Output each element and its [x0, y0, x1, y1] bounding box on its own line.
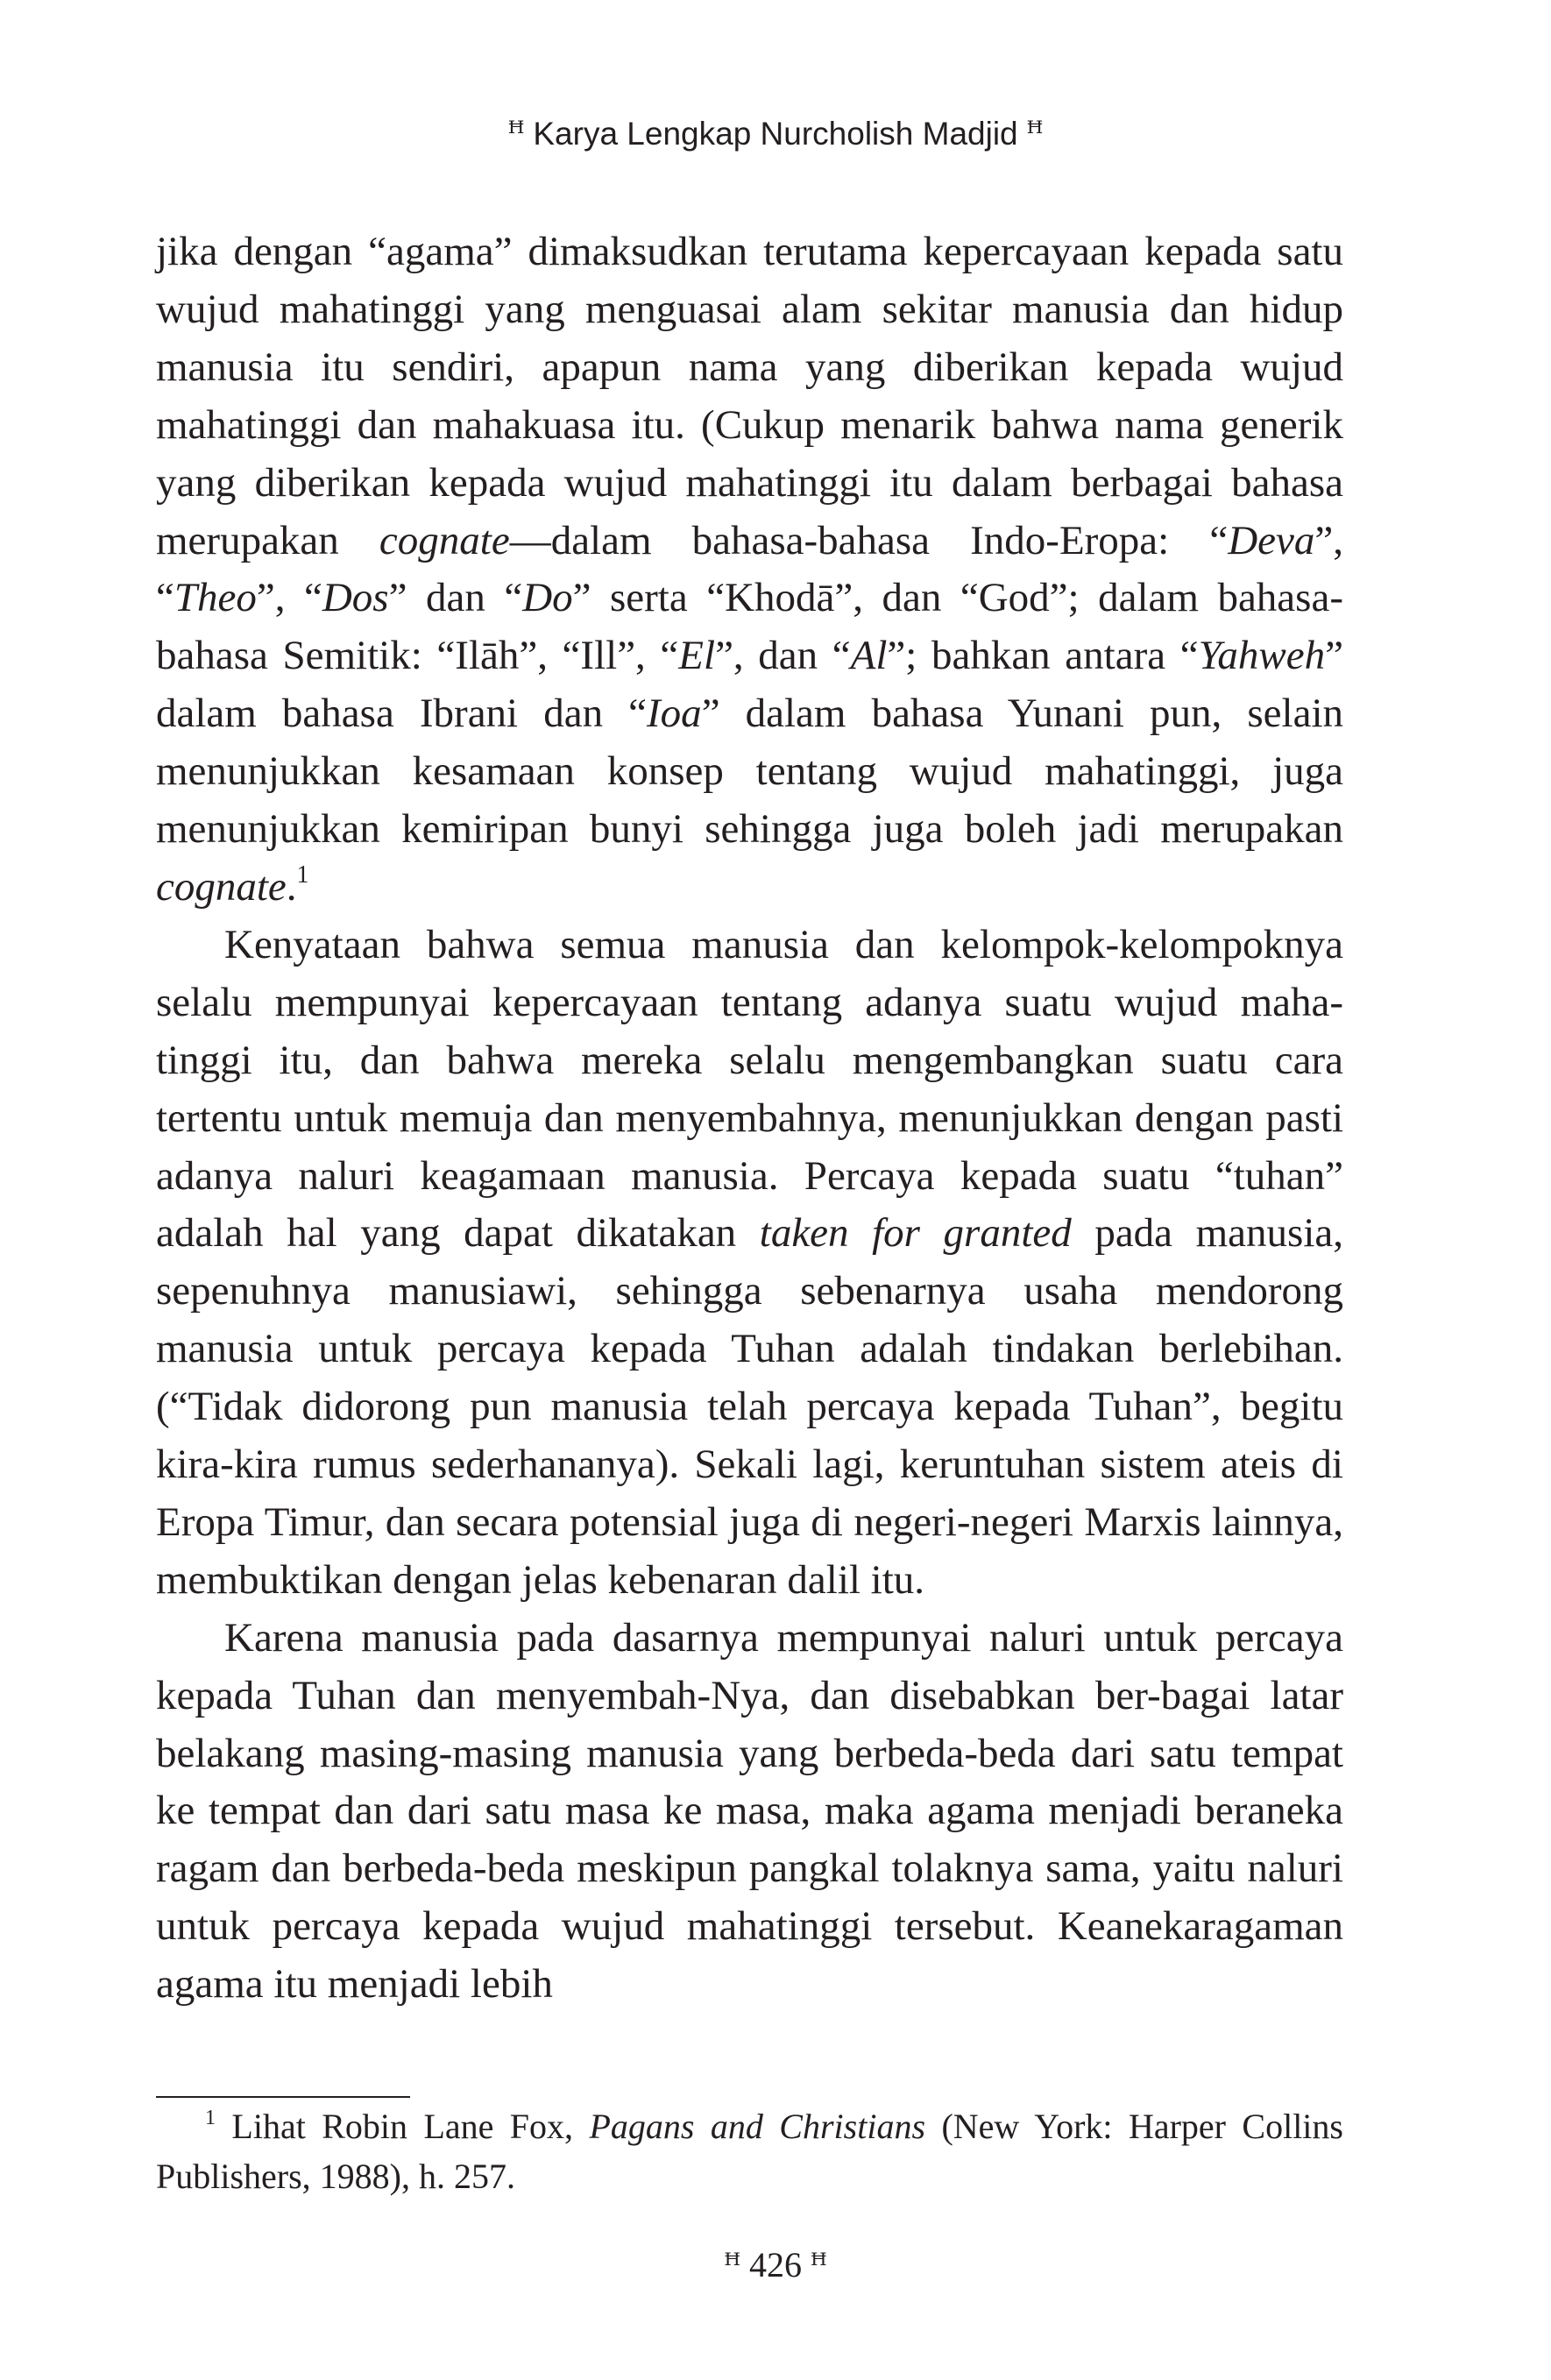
text-run: ”, “ — [156, 517, 1343, 621]
text-run: ” serta “Khodā”, dan “God”; dalam bahasa-bahasa Semitik: “Ilāh”, “Ill”, “ — [156, 575, 1343, 679]
paragraph — [156, 1610, 1343, 2014]
text-run: ”, dan “ — [715, 633, 851, 679]
text-run: ” dalam bahasa Yunani pun, selain menunjukkan kesamaan konsep tentang wujud mahatinggi, juga menunjukkan kemiripan bunyi sehingga juga boleh jadi merupakan — [156, 691, 1344, 853]
italic-term: Al — [850, 633, 888, 679]
text-run: pada manusia, sepenuhnya manusiawi, sehingga sebenarnya usaha mendorong manusia untuk percaya kepada Tuhan adalah tindakan berlebihan. (“Tidak didorong pun manusia telah percaya kepada Tuhan”, begitu kira-kira rumus sederhananya). Sekali lagi, keruntuhan sistem ateis di Eropa Timur, dan secara potensial juga di negeri-negeri Marxis lainnya, membuktikan dengan jelas kebenaran dalil itu. — [156, 1210, 1343, 1603]
page-footer — [0, 2239, 1551, 2291]
text-run: —dalam bahasa-bahasa Indo-Eropa: “ — [509, 517, 1229, 563]
text-run: . — [286, 863, 297, 910]
running-header — [0, 107, 1551, 160]
text-run: Karena manusia pada dasarnya mempunyai naluri untuk percaya kepada Tuhan dan menyembah-Nya, dan disebabkan ber-bagai latar belakang masing-masing manusia yang berbeda-beda dari satu tempat ke tempat dan dari satu masa ke masa, maka agama menjadi beraneka ragam dan berbeda-beda meskipun pangkal tolaknya sama, yaitu naluri untuk percaya kepada wujud mahatinggi tersebut. Keanekaragaman agama itu menjadi lebih — [156, 1614, 1343, 2008]
paragraph — [156, 917, 1343, 1610]
italic-term: El — [678, 633, 716, 679]
text-run: ” dan “ — [388, 575, 523, 621]
running-header-title: Karya Lengkap Nurcholish Madjid — [533, 116, 1018, 152]
text-run: ”; bahkan antara “ — [887, 633, 1199, 679]
italic-term: Ioa — [647, 691, 702, 737]
text-run: ” dalam bahasa Ibrani dan “ — [156, 633, 1343, 737]
page-number: 426 — [749, 2245, 802, 2284]
footnote-book-title: Pagans and Christians — [589, 2107, 926, 2146]
italic-term: Dos — [322, 575, 389, 621]
italic-term: cognate — [156, 863, 287, 910]
ornament-right-icon: ꟸ — [811, 2248, 827, 2283]
ornament-left-icon: ꟸ — [724, 2248, 740, 2283]
body-text — [156, 223, 1343, 2014]
text-run: ”, “ — [256, 575, 322, 621]
ornament-left-icon: ꟸ — [507, 116, 525, 151]
text-run: Kenyataan bahwa semua manusia dan kelompok-kelompoknya selalu mempunyai kepercayaan tentang adanya suatu wujud maha-tinggi itu, dan bahwa mereka selalu mengembangkan suatu cara tertentu untuk memuja dan menyembahnya, menunjukkan dengan pasti adanya naluri keagamaan manusia. Percaya kepada suatu “tuhan” adalah hal yang dapat dikatakan — [156, 921, 1343, 1257]
footnote: 1 Lihat Robin Lane Fox, Pagans and Christians (New York: Harper Collins Publishers, 1988), h. 257. — [156, 2107, 1343, 2196]
italic-term: cognate — [379, 517, 510, 563]
italic-term: Deva — [1228, 517, 1315, 563]
footnote-reference: 1 — [296, 861, 309, 889]
italic-term: taken for granted — [759, 1210, 1072, 1257]
italic-term: Do — [522, 575, 573, 621]
italic-term: Theo — [174, 575, 257, 621]
italic-term: Yahweh — [1198, 633, 1326, 679]
paragraph — [156, 223, 1343, 917]
footnote-rule — [156, 2096, 410, 2098]
ornament-right-icon: ꟸ — [1026, 116, 1044, 151]
footnote-text-before: Lihat Robin Lane Fox, — [216, 2107, 590, 2146]
text-run: jika dengan “agama” dimaksudkan terutama kepercayaan kepada satu wujud mahatinggi yang menguasai alam sekitar manusia dan hidup manusia itu sendiri, apapun nama yang diberikan kepada wujud mahatinggi dan mahakuasa itu. (Cukup menarik bahwa nama generik yang diberikan kepada wujud mahatinggi itu dalam berbagai bahasa merupakan — [156, 229, 1343, 563]
footnote-text-after: (New York: Harper Collins Publishers, 1988), h. 257. — [156, 2107, 1343, 2196]
